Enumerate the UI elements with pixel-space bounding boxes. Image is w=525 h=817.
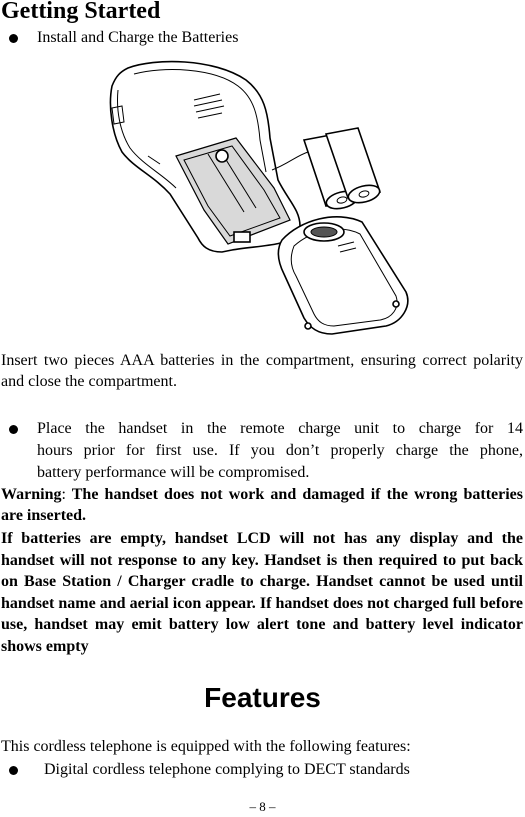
warning-label: Warning xyxy=(1,486,62,503)
bullet-icon xyxy=(9,766,18,775)
warning-text: The handset does not work and damaged if the wrong batteries are inserted. xyxy=(1,486,523,524)
bullet-charge-line-3: battery performance will be compromised. xyxy=(37,464,310,481)
bullet-charge-line-2: hours prior for first use. If you don’t properly charge the phone, xyxy=(37,442,523,459)
empty-battery-paragraph: If batteries are empty, handset LCD will not has any display and the handset will not response to any key. Handset is then required to put back on Base Station / Charger cradle to charge. Handset cannot be used until handset name and aerial icon appear. If handset does not charged full before use, handset may emit battery low alert tone and battery level indicator shows empty xyxy=(1,530,523,655)
bullet-icon xyxy=(9,34,18,43)
battery-installation-illustration xyxy=(104,60,418,335)
section-heading: Getting Started xyxy=(1,0,161,24)
instruction-paragraph: Insert two pieces AAA batteries in the compartment, ensuring correct polarity and close the compartment. xyxy=(1,352,523,390)
bullet-icon xyxy=(9,425,18,434)
features-heading: Features xyxy=(204,682,321,713)
handset-body-icon xyxy=(110,62,300,252)
warning-paragraph xyxy=(1,484,523,526)
feature-item-dect: Digital cordless telephone complying to DECT standards xyxy=(44,761,410,778)
battery-cover-icon xyxy=(278,217,407,334)
bullet-charge-line-1: Place the handset in the remote charge unit to charge for 14 xyxy=(37,420,523,437)
page-number: – 8 – xyxy=(249,799,276,814)
bullet-install-batteries: Install and Charge the Batteries xyxy=(37,29,239,46)
features-intro: This cordless telephone is equipped with the following features: xyxy=(1,738,411,755)
warning-colon: : xyxy=(61,486,66,503)
